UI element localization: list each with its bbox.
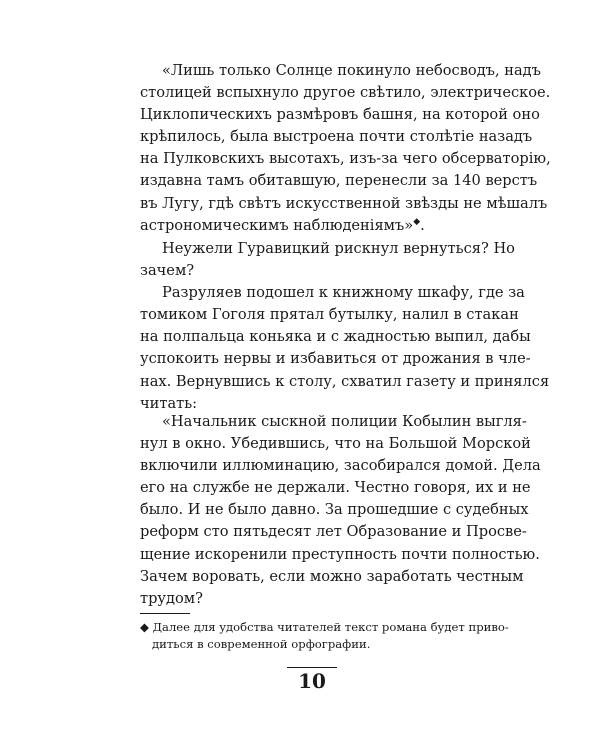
text-line: на полпальца коньяка и с жадностью выпил, дабы bbox=[140, 328, 531, 346]
text-line: успокоить нервы и избавиться от дрожания в чле- bbox=[140, 350, 531, 368]
text-fragment: астрономическимъ наблюденіямъ» bbox=[140, 216, 414, 234]
text-line: читать: bbox=[140, 394, 198, 412]
text-line: «Начальник сыскной полиции Кобылин выгля- bbox=[162, 413, 527, 430]
page-number-divider bbox=[287, 667, 337, 668]
text-line: трудом? bbox=[140, 589, 203, 607]
footnote-divider bbox=[140, 613, 190, 614]
text-line: на Пулковскихъ высотахъ, изъ-за чего обсерваторію, bbox=[140, 150, 551, 168]
quote-newspaper bbox=[140, 411, 541, 610]
text-line: издавна тамъ обитавшую, перенесли за 140 верстъ bbox=[140, 172, 538, 190]
footnote-marker: ◆ bbox=[413, 216, 421, 227]
text-line: включили иллюминацию, засобирался домой. Дела bbox=[140, 457, 541, 475]
text-line: нах. Вернувшись к столу, схватил газету и принялся bbox=[140, 372, 550, 390]
text-line: Циклопическихъ размѣровъ башня, на которой оно bbox=[140, 106, 540, 124]
text-line: въ Лугу, гдѣ свѣтъ искусственной звѣзды не мѣшалъ bbox=[140, 194, 548, 212]
text-line: томиком Гоголя прятал бутылку, налил в стакан bbox=[140, 306, 519, 324]
text-line: Неужели Гуравицкий рискнул вернуться? Но bbox=[162, 240, 515, 257]
text-line: «Лишь только Солнце покинуло небосводъ, надъ bbox=[162, 62, 541, 79]
footnote bbox=[140, 619, 509, 653]
text-line: реформ сто пятьдесят лет Образование и Просве- bbox=[140, 523, 527, 541]
quote-old-orthography bbox=[140, 60, 551, 237]
text-line: Зачем воровать, если можно заработать честным bbox=[140, 567, 524, 585]
text-line: его на службе не держали. Честно говоря, их и не bbox=[140, 479, 531, 497]
text-line: крѣпилось, была выстроена почти столѣтіе назадъ bbox=[140, 128, 533, 146]
text-line: нул в окно. Убедившись, что на Большой Морской bbox=[140, 435, 531, 453]
page-number: 10 bbox=[298, 669, 326, 693]
footnote-line: диться в современной орфографии. bbox=[152, 637, 371, 651]
narrative-paragraphs bbox=[140, 238, 550, 415]
text-line: столицей вспыхнуло другое свѣтило, электрическое. bbox=[140, 84, 551, 102]
text-line: зачем? bbox=[140, 262, 195, 280]
footnote-line: ◆ Далее для удобства читателей текст романа будет приво- bbox=[140, 620, 509, 634]
text-line: щение искоренили преступность почти полностью. bbox=[140, 545, 540, 563]
text-line: было. И не было давно. За прошедшие с судебных bbox=[140, 501, 529, 519]
text-line-last bbox=[140, 215, 488, 237]
text-line: Разруляев подошел к книжному шкафу, где за bbox=[162, 284, 525, 302]
text-fragment: . bbox=[420, 216, 425, 234]
